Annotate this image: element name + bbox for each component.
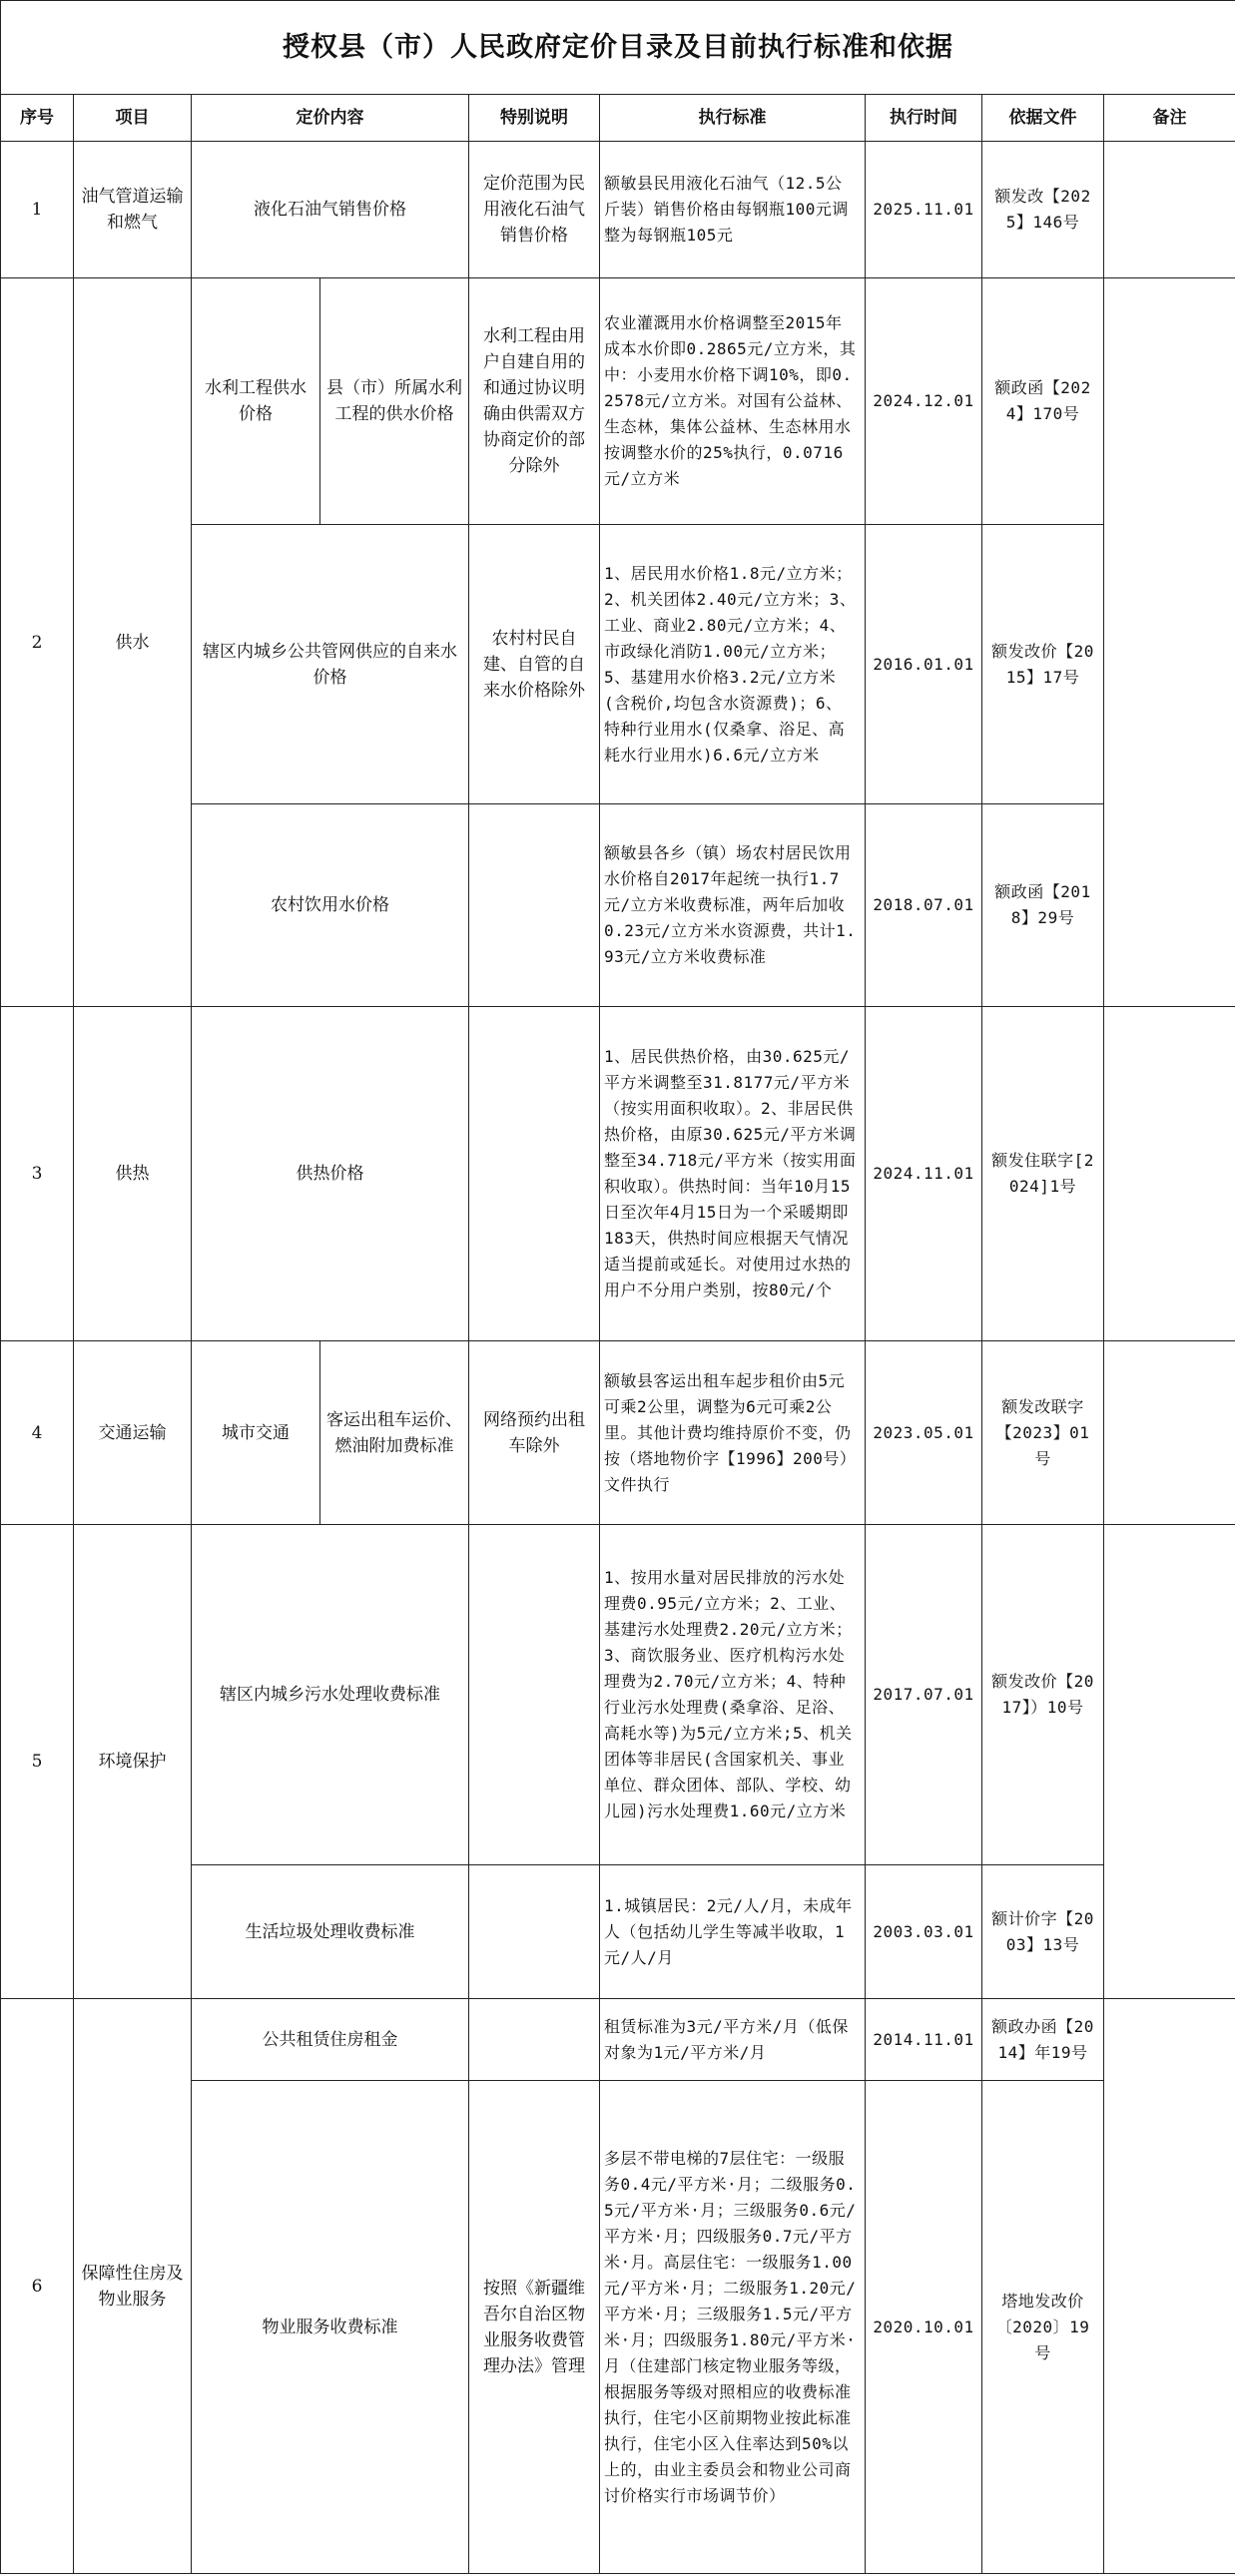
execution-standard: 1、居民用水价格1.8元/立方米；2、机关团体2.40元/立方米；3、工业、商业2.80元/立方米；4、市政绿化消防1.00元/立方米；5、基建用水价格3.2元/立方米(含税价,均包含水资源费)；6、特种行业用水(仅桑拿、浴足、高耗水行业用水)6.6元/立方米	[600, 525, 866, 804]
execution-time: 2025.11.01	[866, 142, 982, 278]
special-note	[469, 804, 600, 1007]
basis-document: 额发改价【2015】17号	[982, 525, 1104, 804]
execution-standard: 额敏县民用液化石油气（12.5公斤装）销售价格由每钢瓶100元调整为每钢瓶105元	[600, 142, 866, 278]
basis-document: 额政函【2018】29号	[982, 804, 1104, 1007]
basis-document: 额发改【2025】146号	[982, 142, 1104, 278]
execution-time: 2023.05.01	[866, 1341, 982, 1525]
row-number: 3	[1, 1007, 74, 1341]
basis-document: 额政办函【2014】年19号	[982, 1999, 1104, 2081]
pricing-subcontent: 县（市）所属水利工程的供水价格	[320, 278, 469, 525]
remark	[1104, 1525, 1235, 1999]
pricing-content: 辖区内城乡污水处理收费标准	[192, 1525, 469, 1865]
pricing-subcontent: 客运出租车运价、燃油附加费标准	[320, 1341, 469, 1525]
execution-time: 2018.07.01	[866, 804, 982, 1007]
remark	[1104, 142, 1235, 278]
item-name: 保障性住房及物业服务	[74, 1999, 192, 2574]
special-note	[469, 1865, 600, 1999]
special-note: 按照《新疆维吾尔自治区物业服务收费管理办法》管理	[469, 2081, 600, 2574]
item-name: 环境保护	[74, 1525, 192, 1999]
pricing-content: 公共租赁住房租金	[192, 1999, 469, 2081]
item-name: 油气管道运输和燃气	[74, 142, 192, 278]
header-no: 序号	[1, 95, 74, 142]
special-note: 农村村民自建、自管的自来水价格除外	[469, 525, 600, 804]
row-number: 4	[1, 1341, 74, 1525]
table-row	[1, 1525, 1235, 1865]
remark	[1104, 278, 1235, 1007]
execution-time: 2020.10.01	[866, 2081, 982, 2574]
table-row	[1, 142, 1235, 278]
pricing-content: 生活垃圾处理收费标准	[192, 1865, 469, 1999]
execution-standard: 多层不带电梯的7层住宅：一级服务0.4元/平方米·月；二级服务0.5元/平方米·月；三级服务0.6元/平方米·月；四级服务0.7元/平方米·月。高层住宅：一级服务1.00元/平方米·月；二级服务1.20元/平方米·月；三级服务1.5元/平方米·月；四级服务1.80元/平方米·月（住建部门核定物业服务等级，根据服务等级对照相应的收费标准执行，住宅小区前期物业按此标准执行，住宅小区入住率达到50%以上的，由业主委员会和物业公司商讨价格实行市场调节价）	[600, 2081, 866, 2574]
execution-standard: 额敏县客运出租车起步租价由5元可乘2公里，调整为6元可乘2公里。其他计费均维持原价不变，仍按（塔地物价字【1996】200号）文件执行	[600, 1341, 866, 1525]
item-name: 供水	[74, 278, 192, 1007]
item-name: 交通运输	[74, 1341, 192, 1525]
table-row	[1, 1007, 1235, 1341]
basis-document: 额发改价【2017】）10号	[982, 1525, 1104, 1865]
header-note: 特别说明	[469, 95, 600, 142]
execution-time: 2024.12.01	[866, 278, 982, 525]
execution-standard: 租赁标准为3元/平方米/月（低保对象为1元/平方米/月	[600, 1999, 866, 2081]
pricing-content: 液化石油气销售价格	[192, 142, 469, 278]
pricing-content: 水利工程供水价格	[192, 278, 320, 525]
header-content: 定价内容	[192, 95, 469, 142]
header-basis: 依据文件	[982, 95, 1104, 142]
table-row	[1, 278, 1235, 525]
remark	[1104, 1999, 1235, 2574]
header-item: 项目	[74, 95, 192, 142]
pricing-content: 供热价格	[192, 1007, 469, 1341]
special-note	[469, 1007, 600, 1341]
basis-document: 塔地发改价〔2020〕19号	[982, 2081, 1104, 2574]
remark	[1104, 1007, 1235, 1341]
pricing-content: 农村饮用水价格	[192, 804, 469, 1007]
basis-document: 额计价字【2003】13号	[982, 1865, 1104, 1999]
header-remark: 备注	[1104, 95, 1235, 142]
execution-standard: 1.城镇居民：2元/人/月，未成年人（包括幼儿学生等减半收取，1元/人/月	[600, 1865, 866, 1999]
header-standard: 执行标准	[600, 95, 866, 142]
page-title: 授权县（市）人民政府定价目录及目前执行标准和依据	[1, 1, 1235, 95]
table-row	[1, 1341, 1235, 1525]
execution-time: 2017.07.01	[866, 1525, 982, 1865]
header-time: 执行时间	[866, 95, 982, 142]
remark	[1104, 1341, 1235, 1525]
pricing-content: 物业服务收费标准	[192, 2081, 469, 2574]
execution-time: 2016.01.01	[866, 525, 982, 804]
row-number: 2	[1, 278, 74, 1007]
header-row	[1, 95, 1235, 142]
row-number: 6	[1, 1999, 74, 2574]
table-row	[1, 1999, 1235, 2081]
execution-standard: 1、居民供热价格，由30.625元/平方米调整至31.8177元/平方米（按实用面积收取）。2、非居民供热价格，由原30.625元/平方米调整至34.718元/平方米（按实用面积收取）。供热时间：当年10月15日至次年4月15日为一个采暖期即183天，供热时间应根据天气情况适当提前或延长。对使用过水热的用户不分用户类别，按80元/个	[600, 1007, 866, 1341]
basis-document: 额发改联字【2023】01号	[982, 1341, 1104, 1525]
execution-standard: 1、按用水量对居民排放的污水处理费0.95元/立方米；2、工业、基建污水处理费2.20元/立方米；3、商饮服务业、医疗机构污水处理费为2.70元/立方米；4、特种行业污水处理费(桑拿浴、足浴、高耗水等)为5元/立方米;5、机关团体等非居民(含国家机关、事业单位、群众团体、部队、学校、幼儿园)污水处理费1.60元/立方米	[600, 1525, 866, 1865]
row-number: 1	[1, 142, 74, 278]
special-note: 网络预约出租车除外	[469, 1341, 600, 1525]
basis-document: 额政函【2024】170号	[982, 278, 1104, 525]
special-note	[469, 1525, 600, 1865]
execution-standard: 农业灌溉用水价格调整至2015年成本水价即0.2865元/立方米，其中：小麦用水价格下调10%，即0.2578元/立方米。对国有公益林、生态林，集体公益林、生态林用水按调整水价的25%执行，0.0716元/立方米	[600, 278, 866, 525]
execution-standard: 额敏县各乡（镇）场农村居民饮用水价格自2017年起统一执行1.7元/立方米收费标准，两年后加收0.23元/立方米水资源费，共计1.93元/立方米收费标准	[600, 804, 866, 1007]
execution-time: 2003.03.01	[866, 1865, 982, 1999]
pricing-content: 辖区内城乡公共管网供应的自来水价格	[192, 525, 469, 804]
special-note: 水利工程由用户自建自用的和通过协议明确由供需双方协商定价的部分除外	[469, 278, 600, 525]
pricing-content: 城市交通	[192, 1341, 320, 1525]
item-name: 供热	[74, 1007, 192, 1341]
basis-document: 额发住联字[2024]1号	[982, 1007, 1104, 1341]
row-number: 5	[1, 1525, 74, 1999]
execution-time: 2014.11.01	[866, 1999, 982, 2081]
execution-time: 2024.11.01	[866, 1007, 982, 1341]
special-note: 定价范围为民用液化石油气销售价格	[469, 142, 600, 278]
special-note	[469, 1999, 600, 2081]
